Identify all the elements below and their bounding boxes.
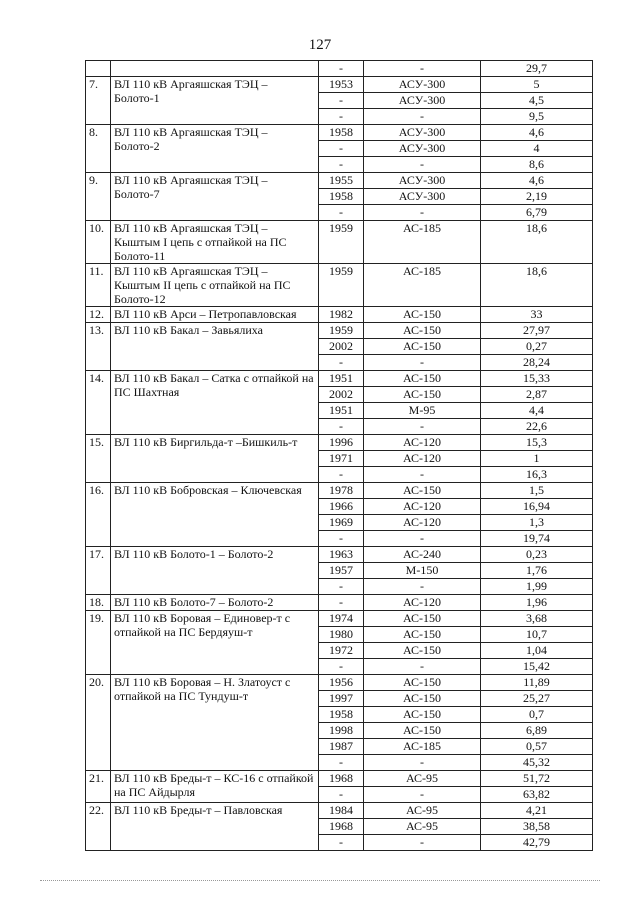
length-cell: 29,7 xyxy=(481,61,593,77)
length-cell: 33 xyxy=(481,307,593,323)
year-cell: - xyxy=(319,787,364,803)
line-name: ВЛ 110 кВ Болото-7 – Болото-2 xyxy=(111,595,319,611)
line-name: ВЛ 110 кВ Болото-1 – Болото-2 xyxy=(111,547,319,595)
year-cell: 1953 xyxy=(319,77,364,93)
length-cell: 1,96 xyxy=(481,595,593,611)
length-cell: 45,32 xyxy=(481,755,593,771)
length-cell: 1,99 xyxy=(481,579,593,595)
length-cell: 1,5 xyxy=(481,483,593,499)
wire-cell: АС-120 xyxy=(364,451,481,467)
line-name: ВЛ 110 кВ Бобровская – Ключевская xyxy=(111,483,319,547)
year-cell: 1998 xyxy=(319,723,364,739)
wire-cell: - xyxy=(364,531,481,547)
length-cell: 1,3 xyxy=(481,515,593,531)
wire-cell: - xyxy=(364,157,481,173)
wire-cell: АС-95 xyxy=(364,771,481,787)
year-cell: 1959 xyxy=(319,264,364,307)
length-cell: 2,87 xyxy=(481,387,593,403)
wire-cell: АСУ-300 xyxy=(364,93,481,109)
row-number: 11. xyxy=(86,264,111,307)
wire-cell: АС-150 xyxy=(364,675,481,691)
length-cell: 27,97 xyxy=(481,323,593,339)
line-name: ВЛ 110 кВ Арси – Петропавловская xyxy=(111,307,319,323)
line-name: ВЛ 110 кВ Аргаяшская ТЭЦ – Болото-7 xyxy=(111,173,319,221)
row-number: 22. xyxy=(86,803,111,851)
length-cell: 0,23 xyxy=(481,547,593,563)
line-name: ВЛ 110 кВ Бакал – Сатка с отпайкой на ПС Шахтная xyxy=(111,371,319,435)
length-cell: 22,6 xyxy=(481,419,593,435)
length-cell: 42,79 xyxy=(481,835,593,851)
table-row xyxy=(86,323,593,339)
year-cell: 1972 xyxy=(319,643,364,659)
wire-cell: АС-150 xyxy=(364,643,481,659)
year-cell: 1987 xyxy=(319,739,364,755)
length-cell: 5 xyxy=(481,77,593,93)
year-cell: - xyxy=(319,659,364,675)
year-cell: 1996 xyxy=(319,435,364,451)
wire-cell: - xyxy=(364,835,481,851)
wire-cell: АС-120 xyxy=(364,499,481,515)
length-cell: 28,24 xyxy=(481,355,593,371)
table-row xyxy=(86,611,593,627)
year-cell: 1959 xyxy=(319,323,364,339)
row-number: 8. xyxy=(86,125,111,173)
table-row xyxy=(86,435,593,451)
table-row xyxy=(86,264,593,307)
length-cell: 0,27 xyxy=(481,339,593,355)
wire-cell: АС-185 xyxy=(364,221,481,264)
length-cell: 4,5 xyxy=(481,93,593,109)
year-cell: - xyxy=(319,93,364,109)
year-cell: 1963 xyxy=(319,547,364,563)
wire-cell: АС-185 xyxy=(364,739,481,755)
length-cell: 11,89 xyxy=(481,675,593,691)
year-cell: - xyxy=(319,467,364,483)
line-name: ВЛ 110 кВ Боровая – Н. Златоуст с отпайкой на ПС Тундуш-т xyxy=(111,675,319,771)
year-cell: 1980 xyxy=(319,627,364,643)
row-number: 17. xyxy=(86,547,111,595)
year-cell: - xyxy=(319,595,364,611)
line-name: ВЛ 110 кВ Боровая – Единовер-т с отпайкой на ПС Бердяуш-т xyxy=(111,611,319,675)
wire-cell: АСУ-300 xyxy=(364,125,481,141)
year-cell: 1974 xyxy=(319,611,364,627)
table-row xyxy=(86,61,593,77)
table-row xyxy=(86,483,593,499)
table-row xyxy=(86,547,593,563)
row-number: 14. xyxy=(86,371,111,435)
row-number: 18. xyxy=(86,595,111,611)
line-name: ВЛ 110 кВ Бреды-т – Павловская xyxy=(111,803,319,851)
year-cell: 1971 xyxy=(319,451,364,467)
table-row xyxy=(86,77,593,93)
year-cell: 1958 xyxy=(319,707,364,723)
year-cell: - xyxy=(319,355,364,371)
year-cell: - xyxy=(319,157,364,173)
year-cell: 1957 xyxy=(319,563,364,579)
length-cell: 18,6 xyxy=(481,264,593,307)
table-row xyxy=(86,307,593,323)
length-cell: 4,6 xyxy=(481,173,593,189)
line-name: ВЛ 110 кВ Аргаяшская ТЭЦ – Кыштым I цепь с отпайкой на ПС Болото-11 xyxy=(111,221,319,264)
length-cell: 1,76 xyxy=(481,563,593,579)
row-number: 7. xyxy=(86,77,111,125)
year-cell: - xyxy=(319,419,364,435)
table-row xyxy=(86,173,593,189)
length-cell: 63,82 xyxy=(481,787,593,803)
year-cell: 2002 xyxy=(319,387,364,403)
row-number: 9. xyxy=(86,173,111,221)
year-cell: - xyxy=(319,61,364,77)
length-cell: 9,5 xyxy=(481,109,593,125)
table-row xyxy=(86,595,593,611)
length-cell: 4,6 xyxy=(481,125,593,141)
wire-cell: АС-150 xyxy=(364,371,481,387)
length-cell: 10,7 xyxy=(481,627,593,643)
row-number: 20. xyxy=(86,675,111,771)
row-number: 19. xyxy=(86,611,111,675)
table-row xyxy=(86,371,593,387)
wire-cell: АС-95 xyxy=(364,819,481,835)
table-row xyxy=(86,771,593,787)
year-cell: 1978 xyxy=(319,483,364,499)
line-name: ВЛ 110 кВ Бакал – Завьялиха xyxy=(111,323,319,371)
year-cell: - xyxy=(319,109,364,125)
year-cell: 1958 xyxy=(319,125,364,141)
year-cell: 1984 xyxy=(319,803,364,819)
year-cell: - xyxy=(319,579,364,595)
row-number: 13. xyxy=(86,323,111,371)
length-cell: 16,3 xyxy=(481,467,593,483)
wire-cell: - xyxy=(364,467,481,483)
wire-cell: АС-95 xyxy=(364,803,481,819)
wire-cell: - xyxy=(364,61,481,77)
wire-cell: АС-120 xyxy=(364,435,481,451)
wire-cell: АС-240 xyxy=(364,547,481,563)
length-cell: 1,04 xyxy=(481,643,593,659)
length-cell: 6,89 xyxy=(481,723,593,739)
wire-cell: АС-150 xyxy=(364,307,481,323)
wire-cell: АС-120 xyxy=(364,595,481,611)
year-cell: - xyxy=(319,755,364,771)
year-cell: - xyxy=(319,531,364,547)
year-cell: - xyxy=(319,141,364,157)
length-cell: 4 xyxy=(481,141,593,157)
length-cell: 15,42 xyxy=(481,659,593,675)
length-cell: 18,6 xyxy=(481,221,593,264)
table-row xyxy=(86,221,593,264)
year-cell: 1958 xyxy=(319,189,364,205)
year-cell: 1997 xyxy=(319,691,364,707)
length-cell: 15,3 xyxy=(481,435,593,451)
length-cell: 6,79 xyxy=(481,205,593,221)
year-cell: 1951 xyxy=(319,403,364,419)
table-row xyxy=(86,675,593,691)
row-number: 21. xyxy=(86,771,111,803)
wire-cell: - xyxy=(364,579,481,595)
length-cell: 3,68 xyxy=(481,611,593,627)
wire-cell: - xyxy=(364,787,481,803)
wire-cell: АС-150 xyxy=(364,387,481,403)
row-number: 12. xyxy=(86,307,111,323)
length-cell: 15,33 xyxy=(481,371,593,387)
length-cell: 2,19 xyxy=(481,189,593,205)
page-number: 127 xyxy=(308,37,332,53)
wire-cell: - xyxy=(364,659,481,675)
year-cell: - xyxy=(319,835,364,851)
length-cell: 1 xyxy=(481,451,593,467)
year-cell: 1951 xyxy=(319,371,364,387)
wire-cell: М-95 xyxy=(364,403,481,419)
year-cell: 1966 xyxy=(319,499,364,515)
wire-cell: АС-150 xyxy=(364,627,481,643)
line-name: ВЛ 110 кВ Аргаяшская ТЭЦ – Болото-1 xyxy=(111,77,319,125)
length-cell: 51,72 xyxy=(481,771,593,787)
wire-cell: АС-150 xyxy=(364,691,481,707)
page-bottom-rule xyxy=(40,880,600,881)
year-cell: - xyxy=(319,205,364,221)
wire-cell: АС-150 xyxy=(364,483,481,499)
year-cell: 1956 xyxy=(319,675,364,691)
length-cell: 38,58 xyxy=(481,819,593,835)
row-number: 15. xyxy=(86,435,111,483)
row-number xyxy=(86,61,111,77)
year-cell: 1982 xyxy=(319,307,364,323)
wire-cell: АСУ-300 xyxy=(364,173,481,189)
power-lines-table xyxy=(85,60,593,851)
wire-cell: АС-150 xyxy=(364,339,481,355)
wire-cell: АСУ-300 xyxy=(364,189,481,205)
wire-cell: - xyxy=(364,755,481,771)
length-cell: 4,21 xyxy=(481,803,593,819)
year-cell: 1968 xyxy=(319,819,364,835)
wire-cell: - xyxy=(364,205,481,221)
length-cell: 4,4 xyxy=(481,403,593,419)
year-cell: 2002 xyxy=(319,339,364,355)
table-row xyxy=(86,125,593,141)
length-cell: 19,74 xyxy=(481,531,593,547)
wire-cell: АС-150 xyxy=(364,723,481,739)
year-cell: 1969 xyxy=(319,515,364,531)
year-cell: 1968 xyxy=(319,771,364,787)
wire-cell: - xyxy=(364,109,481,125)
wire-cell: АС-150 xyxy=(364,611,481,627)
length-cell: 25,27 xyxy=(481,691,593,707)
wire-cell: М-150 xyxy=(364,563,481,579)
line-name: ВЛ 110 кВ Бреды-т – КС-16 с отпайкой на ПС Айдырля xyxy=(111,771,319,803)
length-cell: 0,57 xyxy=(481,739,593,755)
wire-cell: - xyxy=(364,355,481,371)
line-name: ВЛ 110 кВ Аргаяшская ТЭЦ – Болото-2 xyxy=(111,125,319,173)
wire-cell: АСУ-300 xyxy=(364,77,481,93)
length-cell: 8,6 xyxy=(481,157,593,173)
line-name xyxy=(111,61,319,77)
length-cell: 16,94 xyxy=(481,499,593,515)
row-number: 10. xyxy=(86,221,111,264)
line-name: ВЛ 110 кВ Биргильда-т –Бишкиль-т xyxy=(111,435,319,483)
table-row xyxy=(86,803,593,819)
year-cell: 1959 xyxy=(319,221,364,264)
wire-cell: АС-150 xyxy=(364,707,481,723)
wire-cell: АС-120 xyxy=(364,515,481,531)
year-cell: 1955 xyxy=(319,173,364,189)
wire-cell: АС-185 xyxy=(364,264,481,307)
line-name: ВЛ 110 кВ Аргаяшская ТЭЦ – Кыштым II цепь с отпайкой на ПС Болото-12 xyxy=(111,264,319,307)
length-cell: 0,7 xyxy=(481,707,593,723)
wire-cell: АСУ-300 xyxy=(364,141,481,157)
wire-cell: - xyxy=(364,419,481,435)
wire-cell: АС-150 xyxy=(364,323,481,339)
row-number: 16. xyxy=(86,483,111,547)
